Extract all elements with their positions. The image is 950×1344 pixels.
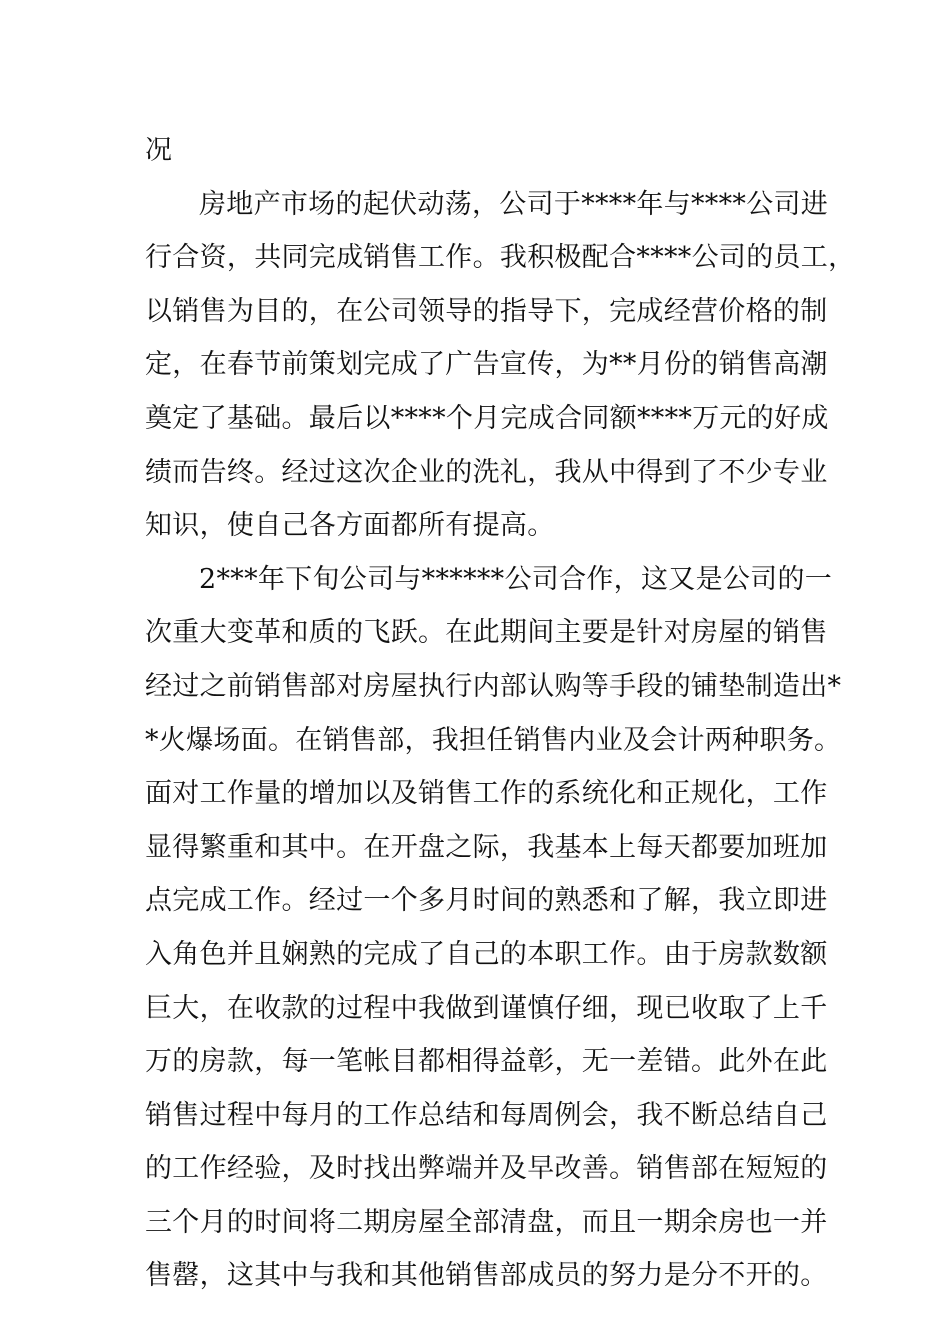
text-line: 定，在春节前策划完成了广告宣传，为**月份的销售高潮: [145, 349, 828, 381]
document-page: [145, 124, 856, 1303]
paragraph-start-line: 房地产市场的起伏动荡，公司于****年与****公司进: [199, 188, 829, 220]
text-line: 巨大，在收款的过程中我做到谨慎仔细，现已收取了上千: [145, 992, 828, 1024]
text-line: 绩而告终。经过这次企业的洗礼，我从中得到了不少专业: [145, 456, 828, 488]
text-line: 以销售为目的，在公司领导的指导下，完成经营价格的制: [145, 295, 828, 327]
text-line: 万的房款，每一笔帐目都相得益彰，无一差错。此外在此: [145, 1046, 828, 1078]
text-line: 次重大变革和质的飞跃。在此期间主要是针对房屋的销售: [145, 617, 828, 649]
text-line: 销售过程中每月的工作总结和每周例会，我不断总结自己: [145, 1099, 828, 1131]
text-line: 面对工作量的增加以及销售工作的系统化和正规化，工作: [145, 778, 828, 810]
text-line: 况: [145, 135, 173, 166]
text-line: 点完成工作。经过一个多月时间的熟悉和了解，我立即进: [145, 885, 828, 917]
text-line: 入角色并且娴熟的完成了自己的本职工作。由于房款数额: [145, 938, 828, 970]
text-line: 经过之前销售部对房屋执行内部认购等手段的铺垫制造出*: [145, 670, 842, 702]
text-line: 奠定了基础。最后以****个月完成合同额****万元的好成: [145, 402, 829, 434]
text-line: 显得繁重和其中。在开盘之际，我基本上每天都要加班加: [145, 831, 828, 863]
text-line: 三个月的时间将二期房屋全部清盘，而且一期余房也一并: [145, 1206, 828, 1238]
text-line: 知识，使自己各方面都所有提高。: [145, 510, 555, 542]
text-line: 的工作经验，及时找出弊端并及早改善。销售部在短短的: [145, 1153, 828, 1185]
text-line: 售罄，这其中与我和其他销售部成员的努力是分不开的。: [145, 1260, 828, 1292]
paragraph-start-line: 2***年下旬公司与******公司合作，这又是公司的一: [199, 563, 833, 595]
text-line: *火爆场面。在销售部，我担任销售内业及会计两种职务。: [145, 724, 842, 756]
text-line: 行合资，共同完成销售工作。我积极配合****公司的员工，: [145, 242, 856, 274]
